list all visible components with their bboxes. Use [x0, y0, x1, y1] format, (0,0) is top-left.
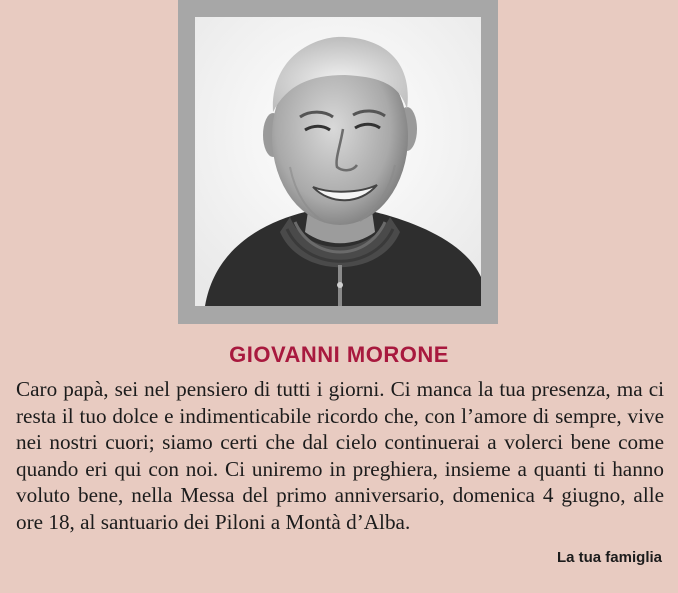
- deceased-name: GIOVANNI MORONE: [229, 342, 449, 367]
- memorial-message: Caro papà, sei nel pensiero di tutti i giorni. Ci manca la tua presenza, ma ci resta il tuo dolce e indimenticabile ricordo che, con l’amore di sempre, vive nei nostri cuori; siamo certi che dal cielo continuerai a volerci bene come quando eri qui con noi. Ci uniremo in preghiera, insieme a quanti ti hanno voluto bene, nella Messa del primo anniversario, domenica 4 giugno, alle ore 18, al santuario dei Piloni a Montà d’Alba.: [16, 377, 664, 534]
- portrait-illustration: [195, 17, 481, 306]
- portrait-photo: [195, 17, 481, 306]
- signature: La tua famiglia: [556, 549, 662, 566]
- photo-frame: [178, 0, 498, 324]
